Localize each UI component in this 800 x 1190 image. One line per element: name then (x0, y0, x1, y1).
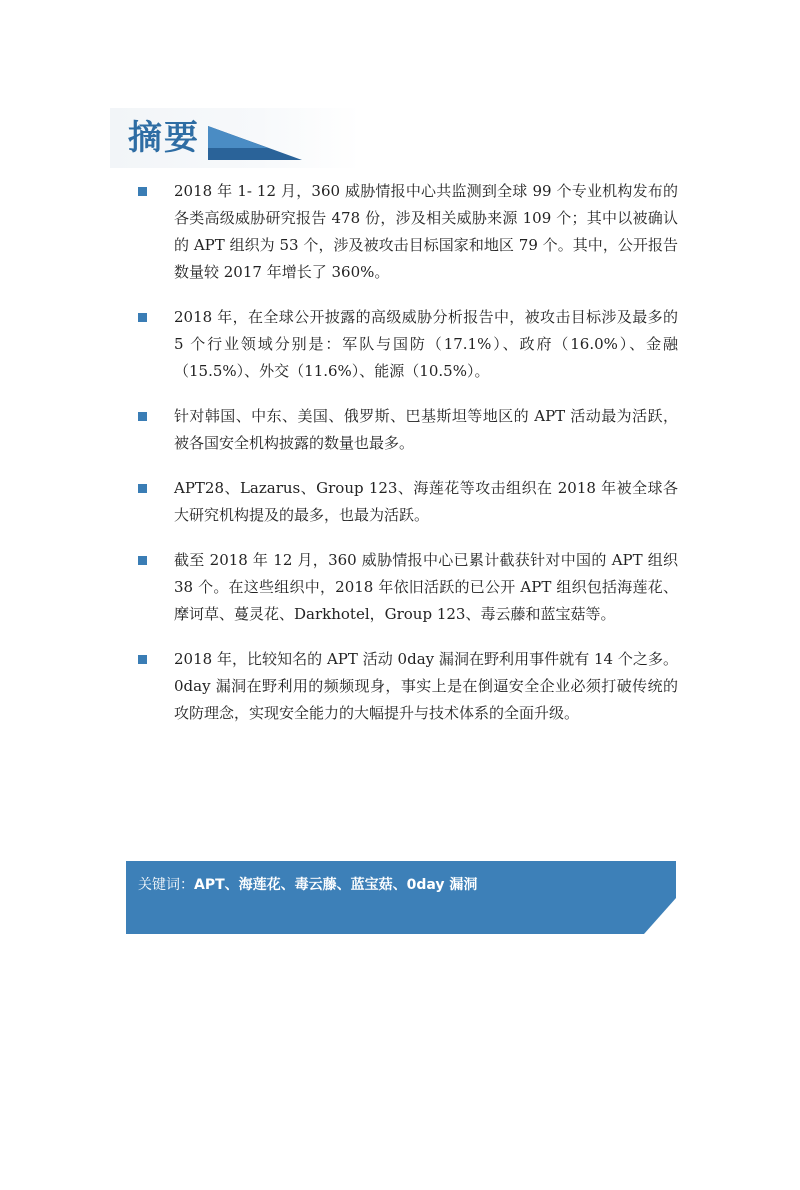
square-bullet-icon (138, 412, 147, 421)
summary-item (138, 304, 678, 385)
summary-item-text: 截至 2018 年 12 月，360 威胁情报中心已累计截获针对中国的 APT 组织 38 个。在这些组织中，2018 年依旧活跃的已公开 APT 组织包括海莲花、摩诃草、蔓灵花、Darkhotel，Group 123、毒云藤和蓝宝菇等。 (174, 551, 678, 623)
summary-list (138, 178, 678, 745)
keywords-label: 关键词： (138, 877, 194, 893)
summary-item (138, 403, 678, 457)
summary-item (138, 547, 678, 628)
summary-item-text: 针对韩国、中东、美国、俄罗斯、巴基斯坦等地区的 APT 活动最为活跃，被各国安全机构披露的数量也最多。 (174, 407, 678, 452)
keywords-box-shape (126, 861, 676, 934)
summary-item-text: APT28、Lazarus、Group 123、海莲花等攻击组织在 2018 年被全球各大研究机构提及的最多，也最为活跃。 (174, 479, 678, 524)
title-wedge-decoration (208, 126, 302, 160)
summary-item (138, 178, 678, 286)
summary-item (138, 475, 678, 529)
square-bullet-icon (138, 187, 147, 196)
page-title: 摘要 (128, 118, 200, 158)
keywords-line (138, 874, 477, 894)
square-bullet-icon (138, 313, 147, 322)
square-bullet-icon (138, 655, 147, 664)
summary-item (138, 646, 678, 727)
square-bullet-icon (138, 484, 147, 493)
keywords-box (126, 861, 676, 934)
summary-item-text: 2018 年，在全球公开披露的高级威胁分析报告中，被攻击目标涉及最多的 5 个行业领域分别是：军队与国防（17.1%）、政府（16.0%）、金融（15.5%）、外交（11.6%）、能源（10.5%）。 (174, 308, 678, 380)
summary-item-text: 2018 年 1- 12 月，360 威胁情报中心共监测到全球 99 个专业机构发布的各类高级威胁研究报告 478 份，涉及相关威胁来源 109 个；其中以被确认的 APT 组织为 53 个，涉及被攻击目标国家和地区 79 个。其中，公开报告数量较 2017 年增长了 360%。 (174, 182, 678, 281)
summary-item-text: 2018 年，比较知名的 APT 活动 0day 漏洞在野利用事件就有 14 个之多。0day 漏洞在野利用的频频现身，事实上是在倒逼安全企业必须打破传统的攻防理念，实现安全能力的大幅提升与技术体系的全面升级。 (174, 650, 678, 722)
keywords-values: APT、海莲花、毒云藤、蓝宝菇、0day 漏洞 (194, 877, 478, 893)
square-bullet-icon (138, 556, 147, 565)
